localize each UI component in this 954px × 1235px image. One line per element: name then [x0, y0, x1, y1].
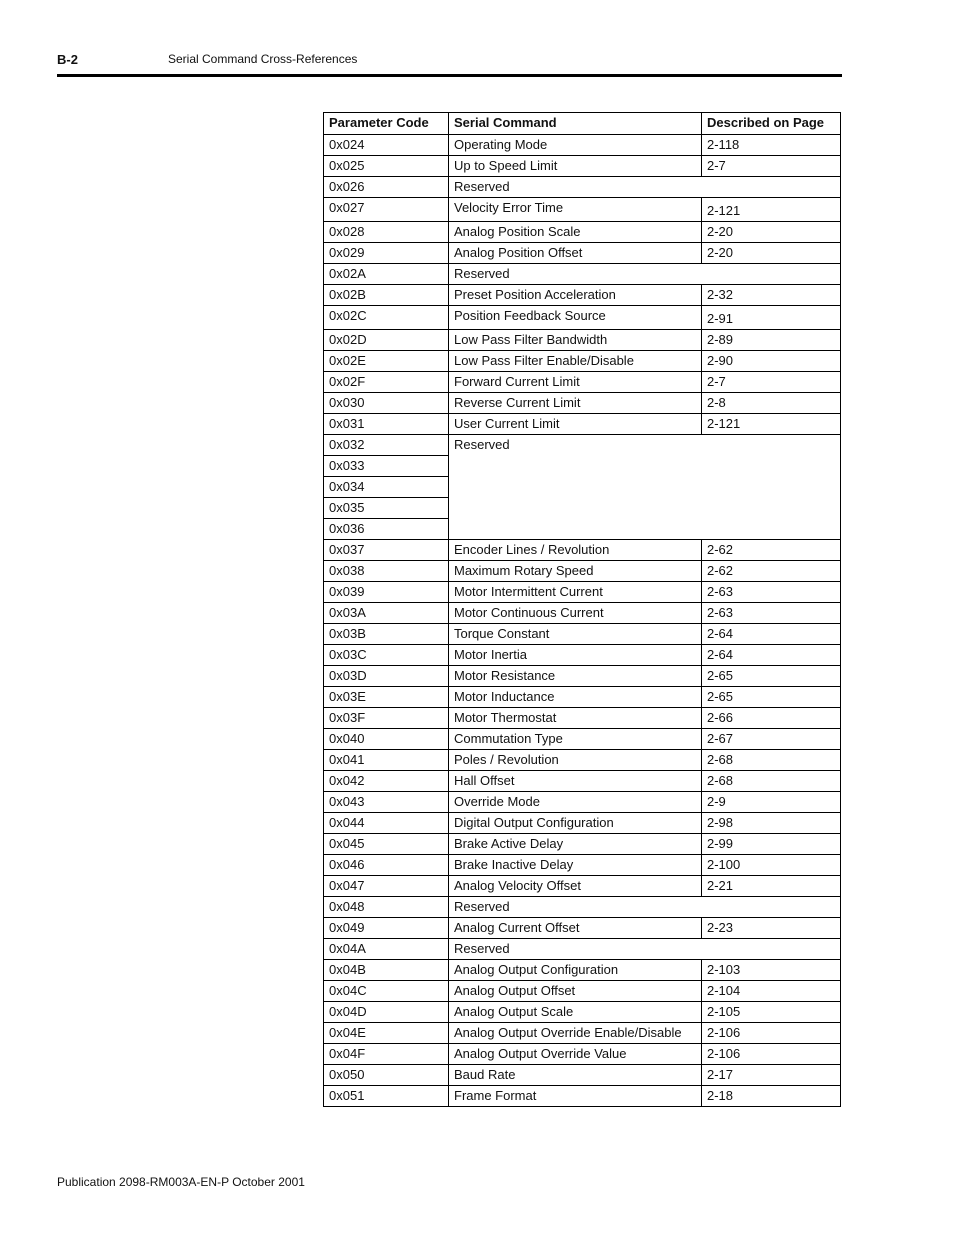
described-on-page-cell: 2-63 [702, 603, 841, 624]
described-on-page-cell: 2-100 [702, 855, 841, 876]
parameter-code-cell: 0x02B [324, 285, 449, 306]
serial-command-cell: User Current Limit [449, 414, 702, 435]
table-row [324, 582, 841, 603]
described-on-page-cell: 2-9 [702, 792, 841, 813]
table-header-row [324, 113, 841, 135]
parameter-code-cell: 0x051 [324, 1086, 449, 1107]
table-row [324, 198, 841, 222]
table-row [324, 135, 841, 156]
table-row [324, 960, 841, 981]
table-row [324, 540, 841, 561]
column-header-parameter-code: Parameter Code [324, 113, 449, 135]
described-on-page-cell: 2-20 [702, 243, 841, 264]
parameter-code-cell: 0x032 [324, 435, 449, 456]
parameter-code-cell: 0x03D [324, 666, 449, 687]
serial-command-cell: Analog Output Configuration [449, 960, 702, 981]
table-row [324, 834, 841, 855]
described-on-page-cell: 2-62 [702, 540, 841, 561]
described-on-page-cell: 2-121 [702, 198, 841, 222]
table-row [324, 729, 841, 750]
described-on-page-cell: 2-99 [702, 834, 841, 855]
column-header-described-on-page: Described on Page [702, 113, 841, 135]
parameter-code-cell: 0x04F [324, 1044, 449, 1065]
parameter-code-cell: 0x02C [324, 306, 449, 330]
parameter-code-cell: 0x03C [324, 645, 449, 666]
described-on-page-cell: 2-23 [702, 918, 841, 939]
described-on-page-cell: 2-68 [702, 771, 841, 792]
table-row [324, 1044, 841, 1065]
table-row [324, 918, 841, 939]
table-row [324, 897, 841, 918]
parameter-code-cell: 0x03A [324, 603, 449, 624]
table-body [324, 135, 841, 1107]
table-row [324, 435, 841, 456]
parameter-code-cell: 0x026 [324, 177, 449, 198]
serial-command-cell: Motor Inductance [449, 687, 702, 708]
table-row [324, 981, 841, 1002]
table-row [324, 561, 841, 582]
table-row [324, 177, 841, 198]
table-row [324, 771, 841, 792]
serial-command-cell: Preset Position Acceleration [449, 285, 702, 306]
parameter-code-cell: 0x049 [324, 918, 449, 939]
described-on-page-cell: 2-68 [702, 750, 841, 771]
serial-command-cell: Up to Speed Limit [449, 156, 702, 177]
serial-command-cell: Low Pass Filter Bandwidth [449, 330, 702, 351]
serial-command-cell: Motor Thermostat [449, 708, 702, 729]
table-row [324, 855, 841, 876]
parameter-code-cell: 0x036 [324, 519, 449, 540]
parameter-code-cell: 0x041 [324, 750, 449, 771]
serial-command-cell: Velocity Error Time [449, 198, 702, 222]
page-header [57, 52, 842, 76]
table-row [324, 222, 841, 243]
parameter-code-cell: 0x02D [324, 330, 449, 351]
table-row [324, 792, 841, 813]
parameter-code-cell: 0x03E [324, 687, 449, 708]
table-row [324, 414, 841, 435]
serial-command-cell: Digital Output Configuration [449, 813, 702, 834]
parameter-code-cell: 0x02F [324, 372, 449, 393]
table-row [324, 1086, 841, 1107]
described-on-page-cell: 2-7 [702, 372, 841, 393]
table-row [324, 243, 841, 264]
table-row [324, 876, 841, 897]
serial-command-cell: Analog Position Scale [449, 222, 702, 243]
serial-command-cell: Override Mode [449, 792, 702, 813]
serial-command-cell: Reserved [449, 435, 841, 540]
serial-command-cell: Reserved [449, 897, 841, 918]
parameter-code-cell: 0x039 [324, 582, 449, 603]
table-row [324, 285, 841, 306]
parameter-code-cell: 0x038 [324, 561, 449, 582]
serial-command-cell: Analog Current Offset [449, 918, 702, 939]
described-on-page-cell: 2-118 [702, 135, 841, 156]
described-on-page-cell: 2-104 [702, 981, 841, 1002]
parameter-code-cell: 0x04A [324, 939, 449, 960]
serial-command-cell: Commutation Type [449, 729, 702, 750]
described-on-page-cell: 2-32 [702, 285, 841, 306]
parameter-code-cell: 0x04B [324, 960, 449, 981]
page-number: B-2 [57, 52, 78, 67]
serial-command-cell: Analog Output Offset [449, 981, 702, 1002]
table-row [324, 666, 841, 687]
section-title: Serial Command Cross-References [168, 52, 358, 66]
parameter-code-cell: 0x044 [324, 813, 449, 834]
parameter-code-cell: 0x034 [324, 477, 449, 498]
described-on-page-cell: 2-105 [702, 1002, 841, 1023]
parameter-code-cell: 0x027 [324, 198, 449, 222]
serial-command-cell: Reserved [449, 939, 841, 960]
parameter-code-cell: 0x025 [324, 156, 449, 177]
serial-command-cell: Poles / Revolution [449, 750, 702, 771]
described-on-page-cell: 2-21 [702, 876, 841, 897]
described-on-page-cell: 2-18 [702, 1086, 841, 1107]
described-on-page-cell: 2-65 [702, 687, 841, 708]
parameter-code-cell: 0x043 [324, 792, 449, 813]
serial-command-cell: Motor Intermittent Current [449, 582, 702, 603]
parameter-code-cell: 0x04D [324, 1002, 449, 1023]
parameter-code-cell: 0x045 [324, 834, 449, 855]
table-row [324, 813, 841, 834]
parameter-code-cell: 0x050 [324, 1065, 449, 1086]
table-row [324, 393, 841, 414]
table-row [324, 1065, 841, 1086]
serial-command-cell: Analog Output Scale [449, 1002, 702, 1023]
described-on-page-cell: 2-106 [702, 1023, 841, 1044]
table-row [324, 750, 841, 771]
cross-reference-table [323, 112, 841, 1107]
column-header-serial-command: Serial Command [449, 113, 702, 135]
parameter-code-cell: 0x04E [324, 1023, 449, 1044]
serial-command-cell: Maximum Rotary Speed [449, 561, 702, 582]
described-on-page-cell: 2-7 [702, 156, 841, 177]
serial-command-cell: Motor Continuous Current [449, 603, 702, 624]
described-on-page-cell: 2-91 [702, 306, 841, 330]
table-row [324, 372, 841, 393]
serial-command-cell: Baud Rate [449, 1065, 702, 1086]
parameter-code-cell: 0x033 [324, 456, 449, 477]
parameter-code-cell: 0x030 [324, 393, 449, 414]
serial-command-cell: Encoder Lines / Revolution [449, 540, 702, 561]
table-row [324, 624, 841, 645]
table-row [324, 351, 841, 372]
serial-command-cell: Analog Position Offset [449, 243, 702, 264]
serial-command-cell: Analog Output Override Value [449, 1044, 702, 1065]
serial-command-cell: Brake Active Delay [449, 834, 702, 855]
table-row [324, 306, 841, 330]
table-row [324, 330, 841, 351]
described-on-page-cell: 2-63 [702, 582, 841, 603]
parameter-code-cell: 0x028 [324, 222, 449, 243]
table-row [324, 156, 841, 177]
serial-command-cell: Forward Current Limit [449, 372, 702, 393]
described-on-page-cell: 2-103 [702, 960, 841, 981]
described-on-page-cell: 2-64 [702, 624, 841, 645]
parameter-code-cell: 0x042 [324, 771, 449, 792]
parameter-code-cell: 0x040 [324, 729, 449, 750]
serial-command-cell: Hall Offset [449, 771, 702, 792]
parameter-code-cell: 0x031 [324, 414, 449, 435]
serial-command-cell: Motor Inertia [449, 645, 702, 666]
serial-command-cell: Motor Resistance [449, 666, 702, 687]
parameter-code-cell: 0x048 [324, 897, 449, 918]
table-row [324, 939, 841, 960]
parameter-code-cell: 0x04C [324, 981, 449, 1002]
parameter-code-cell: 0x029 [324, 243, 449, 264]
described-on-page-cell: 2-98 [702, 813, 841, 834]
serial-command-cell: Reverse Current Limit [449, 393, 702, 414]
serial-command-cell: Analog Output Override Enable/Disable [449, 1023, 702, 1044]
publication-footer: Publication 2098-RM003A-EN-P October 2001 [57, 1175, 305, 1189]
described-on-page-cell: 2-20 [702, 222, 841, 243]
described-on-page-cell: 2-67 [702, 729, 841, 750]
described-on-page-cell: 2-66 [702, 708, 841, 729]
described-on-page-cell: 2-62 [702, 561, 841, 582]
described-on-page-cell: 2-8 [702, 393, 841, 414]
parameter-code-cell: 0x046 [324, 855, 449, 876]
table-row [324, 264, 841, 285]
serial-command-cell: Brake Inactive Delay [449, 855, 702, 876]
table-row [324, 603, 841, 624]
parameter-code-cell: 0x035 [324, 498, 449, 519]
described-on-page-cell: 2-90 [702, 351, 841, 372]
serial-command-cell: Low Pass Filter Enable/Disable [449, 351, 702, 372]
serial-command-cell: Reserved [449, 264, 841, 285]
parameter-code-cell: 0x02E [324, 351, 449, 372]
parameter-code-cell: 0x024 [324, 135, 449, 156]
header-rule [57, 74, 842, 77]
parameter-code-cell: 0x03F [324, 708, 449, 729]
parameter-code-cell: 0x047 [324, 876, 449, 897]
described-on-page-cell: 2-121 [702, 414, 841, 435]
described-on-page-cell: 2-89 [702, 330, 841, 351]
serial-command-cell: Torque Constant [449, 624, 702, 645]
parameter-code-cell: 0x02A [324, 264, 449, 285]
table-row [324, 645, 841, 666]
described-on-page-cell: 2-17 [702, 1065, 841, 1086]
table-row [324, 1002, 841, 1023]
parameter-code-cell: 0x03B [324, 624, 449, 645]
parameter-code-cell: 0x037 [324, 540, 449, 561]
serial-command-cell: Position Feedback Source [449, 306, 702, 330]
table-row [324, 1023, 841, 1044]
table-row [324, 708, 841, 729]
serial-command-cell: Reserved [449, 177, 841, 198]
described-on-page-cell: 2-106 [702, 1044, 841, 1065]
table-row [324, 687, 841, 708]
described-on-page-cell: 2-64 [702, 645, 841, 666]
serial-command-cell: Frame Format [449, 1086, 702, 1107]
serial-command-cell: Operating Mode [449, 135, 702, 156]
described-on-page-cell: 2-65 [702, 666, 841, 687]
serial-command-cell: Analog Velocity Offset [449, 876, 702, 897]
